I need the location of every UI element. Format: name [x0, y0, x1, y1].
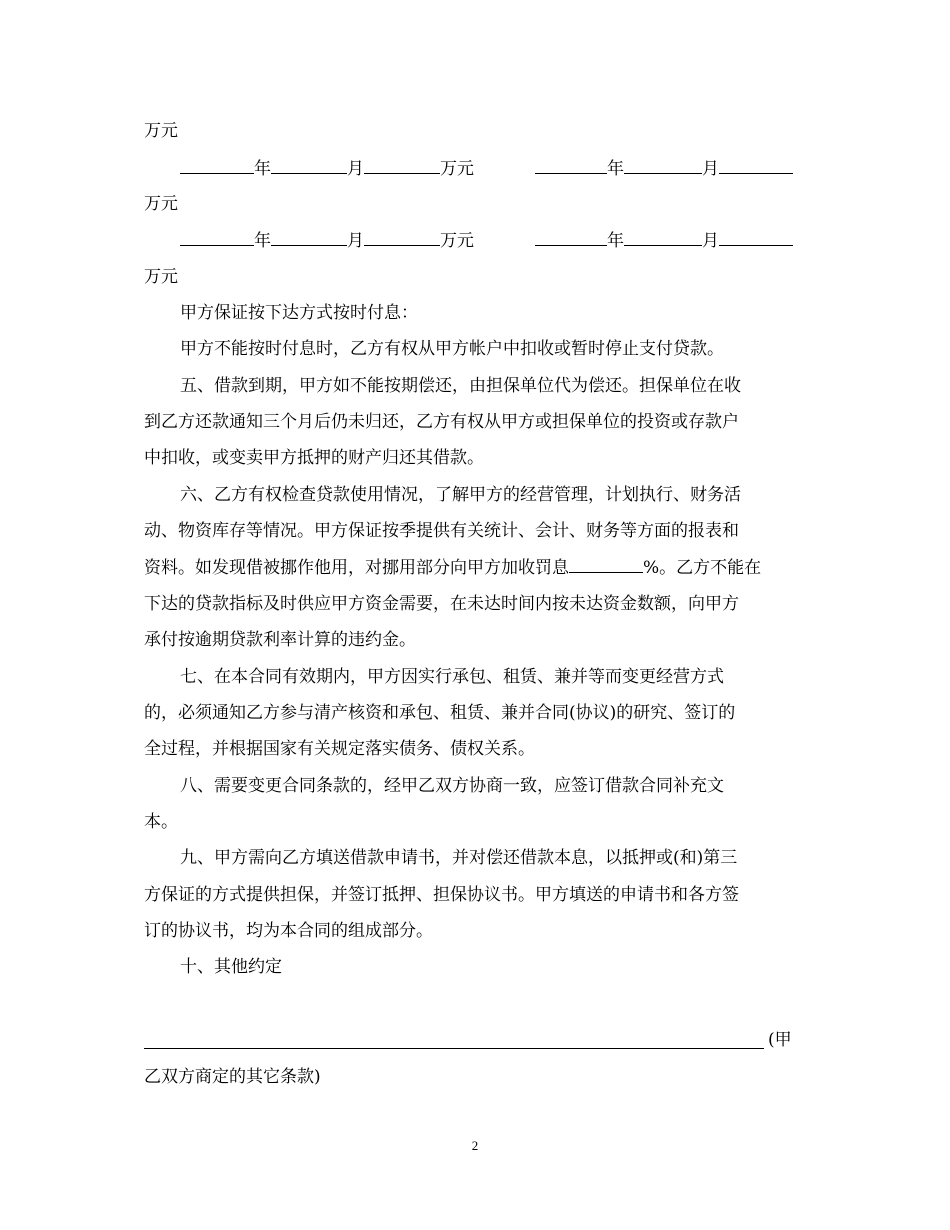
text-line: 下达的贷款指标及时供应甲方资金需要，在未达时间内按未达资金数额，向甲方: [144, 594, 739, 614]
month-label: 月: [347, 231, 364, 251]
clause-5: 五、借款到期，甲方如不能按期偿还，由担保单位代为偿还。担保单位在收: [180, 376, 741, 396]
text-line: 全过程，并根据国家有关规定落实债务、债权关系。: [144, 739, 535, 759]
month-blank[interactable]: [624, 230, 702, 246]
year-label: 年: [254, 159, 271, 179]
schedule-row: [535, 230, 793, 251]
year-label: 年: [607, 231, 624, 251]
page-number: 2: [471, 1138, 479, 1153]
month-label: 月: [347, 159, 364, 179]
text-line: 本。: [144, 812, 178, 832]
text-line: 订的协议书，均为本合同的组成部分。: [144, 921, 433, 941]
text-line: (甲: [768, 1030, 792, 1050]
amount-blank[interactable]: [719, 158, 793, 174]
other-terms-blank[interactable]: [144, 1048, 764, 1049]
text-line: 乙双方商定的其它条款): [144, 1067, 321, 1087]
year-blank[interactable]: [535, 230, 607, 246]
amount-blank[interactable]: [364, 230, 440, 246]
month-blank[interactable]: [624, 158, 702, 174]
schedule-row: [535, 158, 793, 179]
penalty-rate-blank[interactable]: [569, 557, 643, 573]
text-line: 动、物资库存等情况。甲方保证按季提供有关统计、会计、财务等方面的报表和: [144, 521, 739, 541]
unit-label: 万元: [440, 231, 474, 251]
schedule-row: [180, 158, 474, 179]
month-label: 月: [702, 231, 719, 251]
year-blank[interactable]: [180, 230, 254, 246]
year-blank[interactable]: [180, 158, 254, 174]
clause-6: 六、乙方有权检查贷款使用情况，了解甲方的经营管理，计划执行、财务活: [180, 485, 741, 505]
amount-blank[interactable]: [364, 158, 440, 174]
text-line: 方保证的方式提供担保，并签订抵押、担保协议书。甲方填送的申请书和各方签: [144, 885, 739, 905]
clause-8: 八、需要变更合同条款的，经甲乙双方协商一致，应签订借款合同补充文: [180, 776, 724, 796]
clause-7: 七、在本合同有效期内，甲方因实行承包、租赁、兼并等而变更经营方式: [180, 667, 724, 687]
month-label: 月: [702, 159, 719, 179]
clause-9: 九、甲方需向乙方填送借款申请书，并对偿还借款本息，以抵押或(和)第三: [180, 848, 738, 868]
amount-blank[interactable]: [719, 230, 793, 246]
year-blank[interactable]: [535, 158, 607, 174]
text-line: 到乙方还款通知三个月后仍未归还，乙方有权从甲方或担保单位的投资或存款户: [144, 412, 739, 432]
unit-label: 万元: [440, 159, 474, 179]
clause-10: 十、其他约定: [180, 957, 282, 977]
text-line: 资料。如发现借被挪作他用，对挪用部分向甲方加收罚息 %。乙方不能在: [144, 558, 762, 578]
schedule-row: [180, 230, 474, 251]
text-line: 甲方保证按下达方式按时付息：: [180, 303, 418, 323]
text-line: 中扣收，或变卖甲方抵押的财产归还其借款。: [144, 448, 484, 468]
text-line: 的，必须通知乙方参与清产核资和承包、租赁、兼并合同(协议)的研究、签订的: [144, 703, 736, 723]
year-label: 年: [254, 231, 271, 251]
month-blank[interactable]: [271, 158, 347, 174]
unit-line: 万元: [144, 267, 178, 287]
text-line: 万元: [144, 121, 178, 141]
text-line: 甲方不能按时付息时，乙方有权从甲方帐户中扣收或暂时停止支付贷款。: [180, 339, 724, 359]
month-blank[interactable]: [271, 230, 347, 246]
text-line: 承付按逾期贷款利率计算的违约金。: [144, 630, 416, 650]
year-label: 年: [607, 159, 624, 179]
unit-line: 万元: [144, 194, 178, 214]
